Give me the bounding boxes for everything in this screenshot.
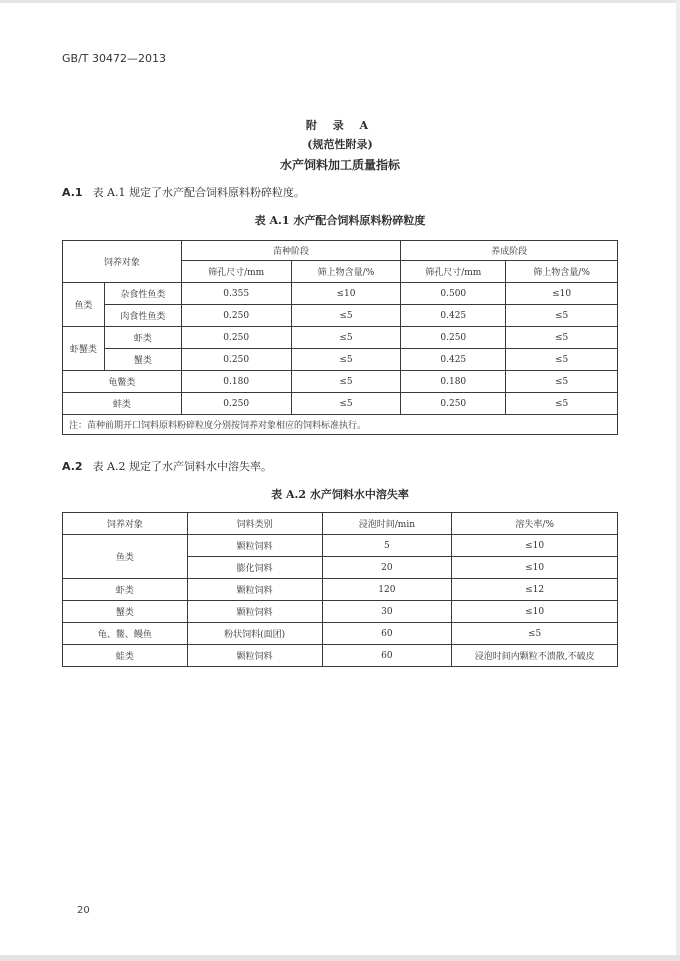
section-a1-number: A.1 xyxy=(62,186,83,199)
table-a1 xyxy=(62,240,618,435)
annex-title: 水产饲料加工质量指标 xyxy=(279,158,400,172)
t1-s2: 0.180 xyxy=(401,371,506,393)
t1-s2: 0.250 xyxy=(401,393,506,415)
t1-head-sieve-1: 筛孔尺寸/mm xyxy=(181,261,291,283)
t2-object: 虾类 xyxy=(63,579,188,601)
t1-sub: 虾类 xyxy=(104,327,181,349)
bottom-edge xyxy=(0,955,680,961)
t2-time: 60 xyxy=(322,623,452,645)
t2-rate: ≤10 xyxy=(452,535,618,557)
table-row xyxy=(63,305,618,327)
t2-rate: 浸泡时间内颗粒不溃散,不破皮 xyxy=(452,645,618,667)
annex-label: 附 录 A xyxy=(305,119,375,132)
t2-type: 颗粒饲料 xyxy=(187,579,322,601)
t2-time: 20 xyxy=(322,557,452,579)
t1-s2: 0.425 xyxy=(401,349,506,371)
t2-rate: ≤5 xyxy=(452,623,618,645)
t1-r1: ≤5 xyxy=(291,371,401,393)
table1-caption: 表 A.1 水产配合饲料原料粉碎粒度 xyxy=(254,214,426,227)
t2-object: 龟、鳖、鳗鱼 xyxy=(63,623,188,645)
t2-time: 120 xyxy=(322,579,452,601)
table-row xyxy=(63,283,618,305)
table-row xyxy=(63,601,618,623)
t1-r2: ≤5 xyxy=(506,305,618,327)
t1-s1: 0.250 xyxy=(181,305,291,327)
t2-head-time: 浸泡时间/min xyxy=(322,513,452,535)
t1-s1: 0.250 xyxy=(181,393,291,415)
t1-head-stage1: 苗种阶段 xyxy=(181,241,401,261)
t1-note: 注：苗种前期开口饲料原料粉碎粒度分别按饲养对象相应的饲料标准执行。 xyxy=(63,415,618,435)
t1-group-shrimpcrab: 虾蟹类 xyxy=(63,327,105,371)
t2-time: 5 xyxy=(322,535,452,557)
table-row xyxy=(63,579,618,601)
t2-group-fish: 鱼类 xyxy=(63,535,188,579)
annex-type: (规范性附录) xyxy=(307,138,373,151)
t1-r1: ≤5 xyxy=(291,305,401,327)
t1-r2: ≤5 xyxy=(506,327,618,349)
top-edge xyxy=(0,0,680,3)
section-a2-text: 表 A.2 规定了水产饲料水中溶失率。 xyxy=(92,460,272,473)
t1-r2: ≤5 xyxy=(506,349,618,371)
t1-s1: 0.250 xyxy=(181,349,291,371)
t2-type: 颗粒饲料 xyxy=(187,601,322,623)
t2-type: 颗粒饲料 xyxy=(187,645,322,667)
t2-type: 颗粒饲料 xyxy=(187,535,322,557)
section-a2 xyxy=(62,458,272,474)
t1-s1: 0.355 xyxy=(181,283,291,305)
t1-head-object: 饲养对象 xyxy=(63,241,182,283)
t1-sub: 龟鳖类 xyxy=(63,371,182,393)
table-row xyxy=(63,393,618,415)
t2-rate: ≤10 xyxy=(452,601,618,623)
table-row xyxy=(63,327,618,349)
table-row xyxy=(63,535,618,557)
t2-object: 蛙类 xyxy=(63,645,188,667)
t2-head-rate: 溶失率/% xyxy=(452,513,618,535)
page-number: 20 xyxy=(77,905,90,916)
t1-head-residue-2: 筛上物含量/% xyxy=(506,261,618,283)
t1-group-fish: 鱼类 xyxy=(63,283,105,327)
t1-r2: ≤5 xyxy=(506,371,618,393)
t1-s1: 0.250 xyxy=(181,327,291,349)
t2-head-type: 饲料类别 xyxy=(187,513,322,535)
t1-sub: 蟹类 xyxy=(104,349,181,371)
t2-object: 蟹类 xyxy=(63,601,188,623)
t1-r1: ≤5 xyxy=(291,393,401,415)
t1-sub: 蚌类 xyxy=(63,393,182,415)
t2-head-object: 饲养对象 xyxy=(63,513,188,535)
standard-number: GB/T 30472—2013 xyxy=(62,52,166,65)
t1-s2: 0.500 xyxy=(401,283,506,305)
table-row xyxy=(63,623,618,645)
t1-r2: ≤10 xyxy=(506,283,618,305)
table-a2 xyxy=(62,512,618,667)
t2-type: 膨化饲料 xyxy=(187,557,322,579)
t1-head-stage2: 养成阶段 xyxy=(401,241,618,261)
table-row xyxy=(63,371,618,393)
t2-time: 60 xyxy=(322,645,452,667)
section-a1 xyxy=(62,184,305,200)
t2-time: 30 xyxy=(322,601,452,623)
table2-caption: 表 A.2 水产饲料水中溶失率 xyxy=(271,488,409,501)
t2-type: 粉状饲料(面团) xyxy=(187,623,322,645)
t2-rate: ≤10 xyxy=(452,557,618,579)
t1-head-sieve-2: 筛孔尺寸/mm xyxy=(401,261,506,283)
section-a1-text: 表 A.1 规定了水产配合饲料原料粉碎粒度。 xyxy=(92,186,305,199)
t1-r1: ≤10 xyxy=(291,283,401,305)
t1-r1: ≤5 xyxy=(291,327,401,349)
t1-s2: 0.250 xyxy=(401,327,506,349)
t2-rate: ≤12 xyxy=(452,579,618,601)
t1-head-residue-1: 筛上物含量/% xyxy=(291,261,401,283)
t1-sub: 杂食性鱼类 xyxy=(104,283,181,305)
t1-s2: 0.425 xyxy=(401,305,506,327)
t1-r1: ≤5 xyxy=(291,349,401,371)
t1-s1: 0.180 xyxy=(181,371,291,393)
t1-r2: ≤5 xyxy=(506,393,618,415)
t1-sub: 肉食性鱼类 xyxy=(104,305,181,327)
section-a2-number: A.2 xyxy=(62,460,83,473)
table-row xyxy=(63,349,618,371)
table-row xyxy=(63,645,618,667)
